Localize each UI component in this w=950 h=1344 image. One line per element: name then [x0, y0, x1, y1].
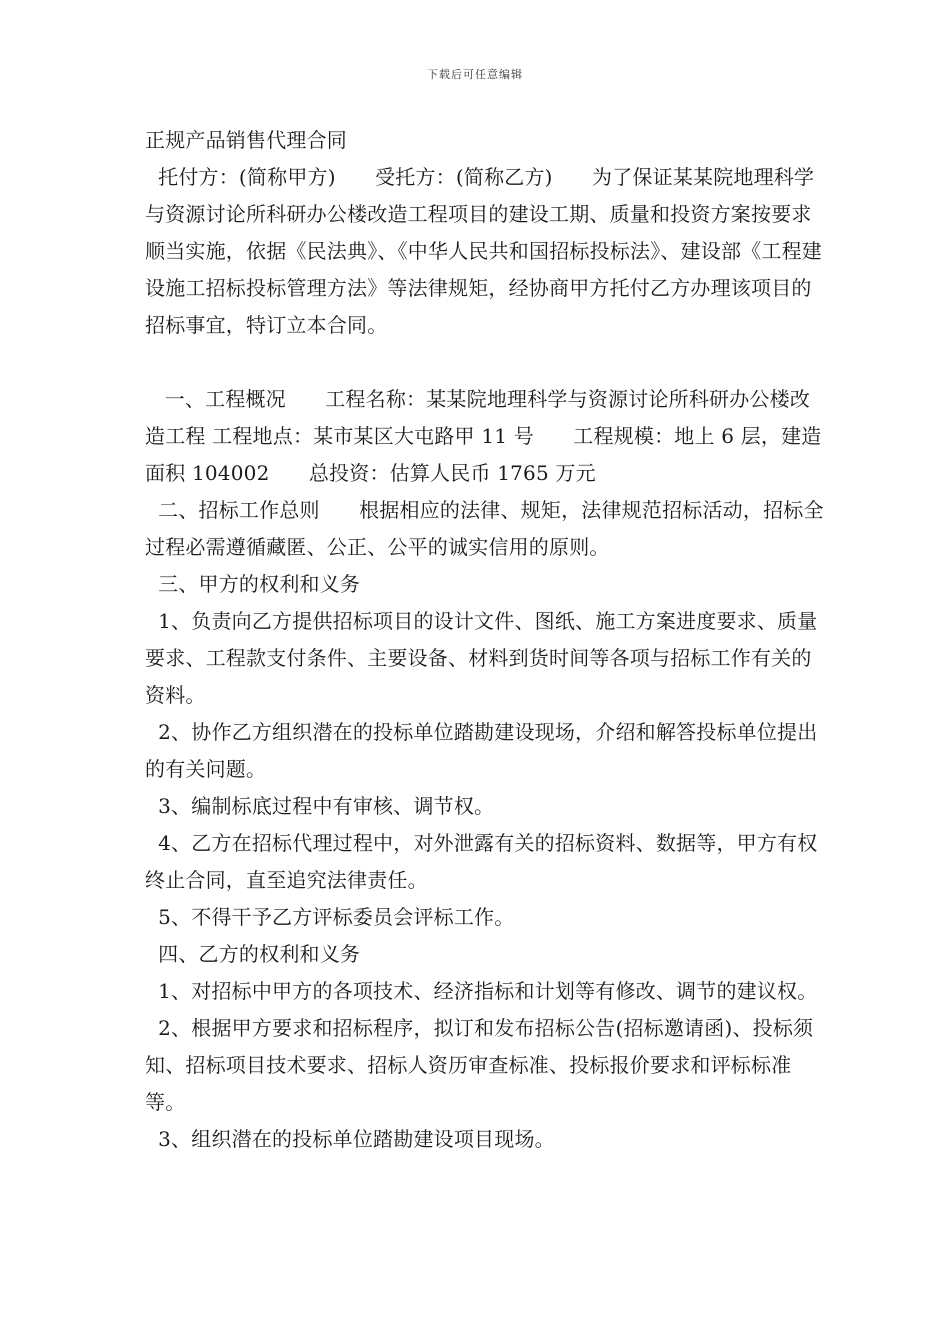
- section-4-item-2: 2、根据甲方要求和招标程序，拟订和发布招标公告(招标邀请函)、投标须知、招标项目技术要求、招标人资历审查标准、投标报价要求和评标标准等。: [145, 1016, 814, 1114]
- section-3-item-5: 5、不得干予乙方评标委员会评标工作。: [145, 905, 515, 929]
- paragraph-spacer: [145, 344, 825, 381]
- section-1-project-overview: 一、工程概况 工程名称：某某院地理科学与资源讨论所科研办公楼改造工程 工程地点：某市某区大屯路甲 11 号 工程规模：地上 6 层，建造面积 104002 总投资：估算人民币 1765 万元: [145, 387, 822, 485]
- section-3-item-4: 4、乙方在招标代理过程中，对外泄露有关的招标资料、数据等，甲方有权终止合同，直至追究法律责任。: [145, 831, 818, 892]
- contract-body: [145, 122, 825, 1158]
- section-4-heading: 四、乙方的权利和义务: [145, 942, 361, 966]
- section-3-item-3: 3、编制标底过程中有审核、调节权。: [145, 794, 495, 818]
- intro-paragraph: 托付方：(简称甲方) 受托方：(简称乙方) 为了保证某某院地理科学与资源讨论所科研办公楼改造工程项目的建设工期、质量和投资方案按要求顺当实施，依据《民法典》、《中华人民共和国招标投标法》、建设部《工程建设施工招标投标管理方法》等法律规矩，经协商甲方托付乙方办理该项目的招标事宜，特订立本合同。: [145, 165, 822, 337]
- section-3-heading: 三、甲方的权利和义务: [145, 572, 361, 596]
- section-3-item-1: 1、负责向乙方提供招标项目的设计文件、图纸、施工方案进度要求、质量要求、工程款支付条件、主要设备、材料到货时间等各项与招标工作有关的资料。: [145, 609, 818, 707]
- page-header-note: 下载后可任意编辑: [427, 68, 523, 81]
- section-2-general-rules: 二、招标工作总则 根据相应的法律、规矩，法律规范招标活动，招标全过程必需遵循藏匿、公正、公平的诚实信用的原则。: [145, 498, 824, 559]
- document-title: 正规产品销售代理合同: [145, 128, 347, 152]
- section-4-item-1: 1、对招标中甲方的各项技术、经济指标和计划等有修改、调节的建议权。: [145, 979, 818, 1003]
- section-3-item-2: 2、协作乙方组织潜在的投标单位踏勘建设现场，介绍和解答投标单位提出的有关问题。: [145, 720, 818, 781]
- section-4-item-3: 3、组织潜在的投标单位踏勘建设项目现场。: [145, 1127, 555, 1151]
